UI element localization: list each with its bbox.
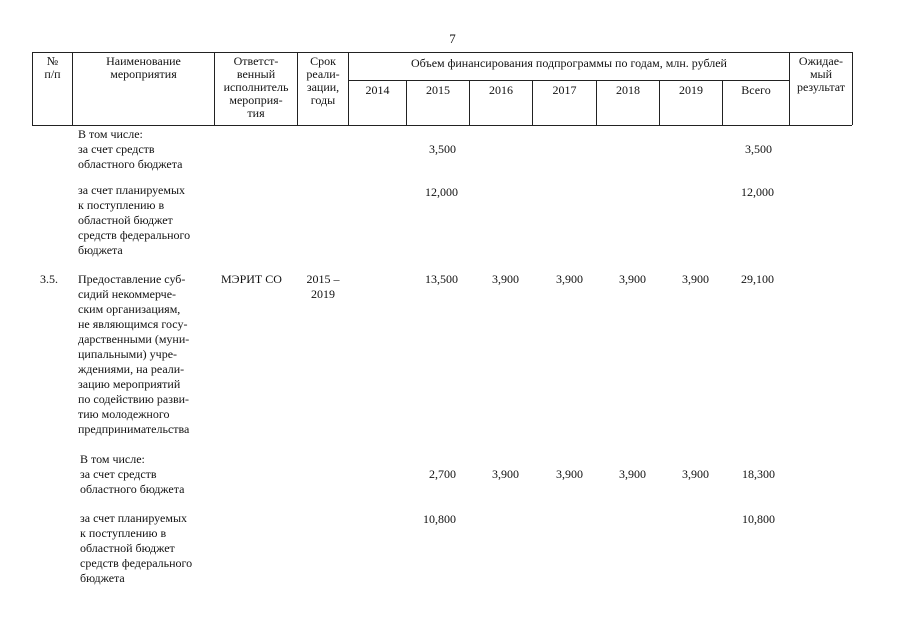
cell-2015: 3,500 <box>429 142 456 156</box>
row-label: за счет планируемых к поступлению в областной бюджет средств федерального бюджета <box>80 511 193 585</box>
cell-2015: 10,800 <box>423 512 456 526</box>
cell-2018: 3,900 <box>619 467 646 481</box>
cell-2015: 13,500 <box>425 272 458 286</box>
cell-total: 12,000 <box>741 185 774 199</box>
header-year-2017: 2017 <box>552 83 577 97</box>
header-funding: Объем финансирования подпрограммы по годам, млн. рублей <box>411 56 727 70</box>
header-result: Ожидае- мый результат <box>796 54 846 94</box>
row-label: за счет планируемых к поступлению в областной бюджет средств федерального бюджета <box>78 183 191 257</box>
cell-2017: 3,900 <box>556 467 583 481</box>
row-number: 3.5. <box>40 272 58 286</box>
page-number: 7 <box>449 31 456 46</box>
row-label: В том числе: за счет средств областного бюджета <box>80 452 185 496</box>
cell-total: 18,300 <box>742 467 775 481</box>
row-label: В том числе: за счет средств областного бюджета <box>78 127 183 171</box>
header-year-2014: 2014 <box>365 83 390 97</box>
cell-2019: 3,900 <box>682 467 709 481</box>
cell-2019: 3,900 <box>682 272 709 286</box>
header-year-2016: 2016 <box>489 83 513 97</box>
cell-2017: 3,900 <box>556 272 583 286</box>
header-num: № п/п <box>44 54 61 81</box>
col-border <box>852 52 853 125</box>
cell-2015: 12,000 <box>425 185 458 199</box>
header-executor: Ответст- венный исполнитель мероприя- тия <box>223 54 289 120</box>
header-year-2015: 2015 <box>426 83 450 97</box>
header-bottom-border <box>32 125 852 126</box>
table-top-border <box>32 52 852 53</box>
header-year-2019: 2019 <box>679 83 703 97</box>
row-executor: МЭРИТ СО <box>221 272 282 286</box>
cell-2016: 3,900 <box>492 272 519 286</box>
cell-total: 29,100 <box>741 272 774 286</box>
header-total: Всего <box>741 83 771 97</box>
header-name: Наименование мероприятия <box>106 54 181 81</box>
cell-total: 10,800 <box>742 512 775 526</box>
header-term: Срок реали- зации, годы <box>306 54 340 107</box>
row-term: 2015 – 2019 <box>306 272 340 301</box>
cell-total: 3,500 <box>745 142 772 156</box>
row-label: Предоставление суб- сидий некоммерче- ским организациям, не являющимся госу- дарственными (муни- ципальными) учре- ждениями, на реали- зацию мероприятий по содействию разви- тию молодежного предпринимательства <box>78 272 190 436</box>
header-year-2018: 2018 <box>616 83 640 97</box>
cell-2016: 3,900 <box>492 467 519 481</box>
cell-2015: 2,700 <box>429 467 456 481</box>
cell-2018: 3,900 <box>619 272 646 286</box>
